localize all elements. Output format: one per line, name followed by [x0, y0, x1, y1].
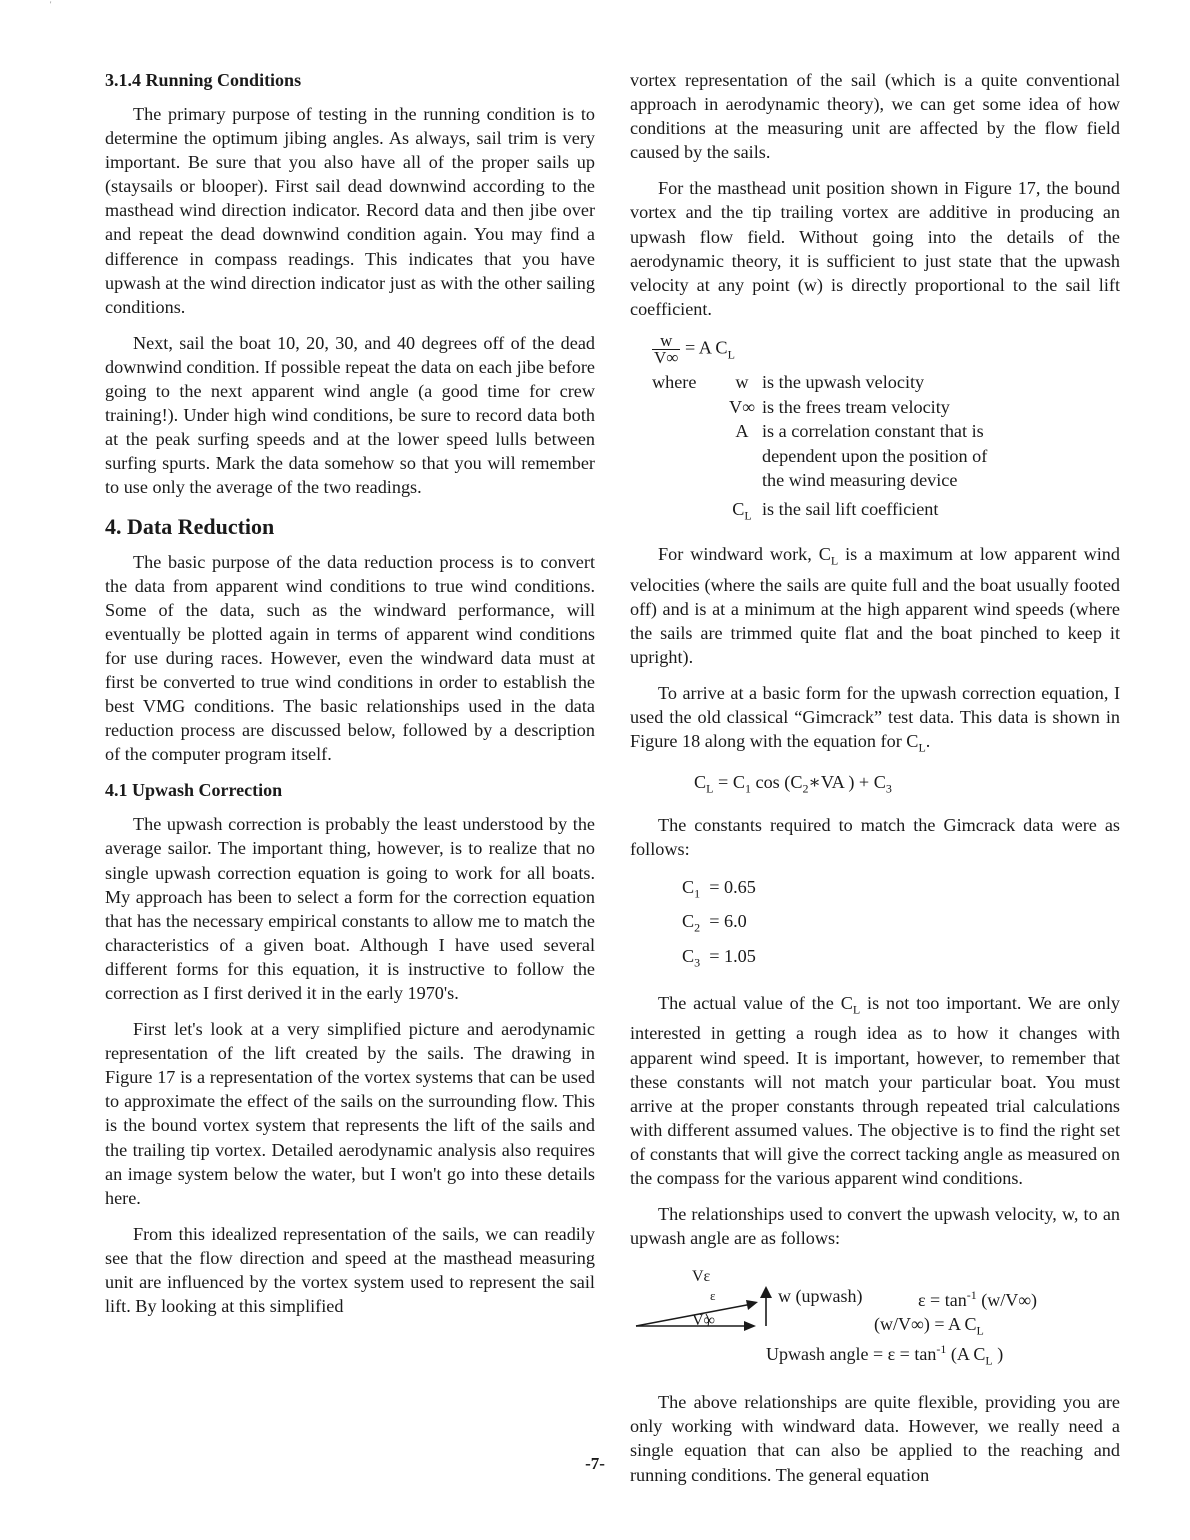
symbol: A: [735, 421, 749, 442]
section-heading-4: 4. Data Reduction: [105, 513, 275, 539]
fraction-numerator: w: [652, 333, 680, 350]
section-heading-4-1: 4.1 Upwash Correction: [105, 780, 283, 801]
page-number: -7-: [585, 1454, 605, 1473]
left-column: [105, 68, 595, 1330]
label-epsilon: ε: [710, 1288, 716, 1304]
label-v-infinity: V∞: [692, 1312, 715, 1330]
symbol: V∞: [728, 396, 756, 417]
paragraph: The relationships used to convert the upwash velocity, w, to an upwash angle are as follows:: [630, 1204, 1120, 1249]
constant-c2: $C_2 = 6.0$: [682, 911, 747, 936]
fraction-denominator: V∞: [654, 347, 679, 367]
paragraph: The primary purpose of testing in the running condition is to determine the optimum jibing angles. As always, sail trim is very important. Be sure that you also have all of the proper sails up (staysails or blooper). First sail dead downwind according to the masthead wind direction indicator. Record data and then jibe over and repeat the dead downwind condition again. You may find a difference in compass readings. This indicates that you have upwash at the wind direction indicator just as with the other sailing conditions.: [105, 104, 595, 317]
definition: is the frees tream velocity: [762, 396, 950, 417]
paragraph: The upwash correction is probably the least understood by the average sailor. The important thing, however, is to realize that no single upwash correction equation is going to work for all boats. My approach has been to select a form for the correction equation that has the necessary empirical constants to allow me to match the characteristics of a given boat. Although I have used several different forms for this equation, it is instructive to follow the correction as I first derived it in the early 1970's.: [105, 814, 595, 1003]
definition: is the upwash velocity: [762, 372, 925, 393]
equation-upwash-angle: Upwash angle = $\varepsilon = \tan^{-1} (A$ $C_L$ ): [766, 1342, 1004, 1368]
constants-list: [682, 873, 1120, 977]
equation-lift-coefficient: $C_L = C_1$ $\cos (C_2∗VA$ ) + $C_3$: [694, 771, 892, 796]
paragraph: The above relationships are quite flexible, providing you are only working with windward data. However, we really need a single equation that can also be applied to the reaching and running conditions. The general equation: [630, 1392, 1120, 1485]
definition: dependent upon the position of: [762, 445, 988, 466]
fraction: [652, 330, 680, 367]
paragraph: The actual value of the $C_L$ is not too important. We are only interested in getting a rough idea as to how it changes with apparent wind speed. It is important, however, to remember that these constants will not match your particular boat. You must arrive at the proper constants through repeated trial calculations with different assumed values. The objective is to find the right set of constants that will give the correct tacking angle as measured on the compass for the various apparent wind conditions.: [630, 992, 1120, 1188]
corner-mark: ': [50, 0, 52, 9]
paragraph: From this idealized representation of the sails, we can readily see that the flow direction and speed at the masthead measuring unit are influenced by the vortex system used to represent the sail lift. By looking at this simplified: [105, 1223, 595, 1317]
paragraph: To arrive at a basic form for the upwash correction equation, I used the old classical “Gimcrack” test data. This data is shown in Figure 18 along with the equation for $C_L$.: [630, 683, 1120, 755]
label-v-epsilon: Vε: [692, 1268, 711, 1286]
definitions-list: [652, 370, 1120, 528]
symbol: $C_L$: [732, 498, 752, 523]
subscript: L: [727, 347, 735, 362]
equation-rhs: = A C: [684, 337, 728, 358]
equation-epsilon: $\varepsilon = \tan^{-1} (w/V\infty)$: [918, 1288, 1038, 1311]
paragraph: vortex representation of the sail (which is a quite conventional approach in aerodynamic theory), we can get some idea of how conditions at the measuring unit are affected by the flow field caused by the sails.: [630, 70, 1120, 163]
right-column: [630, 68, 1120, 1499]
definition: is a correlation constant that is: [762, 421, 984, 442]
paragraph: For windward work, $C_L$ is a maximum at low apparent wind velocities (where the sails are quite full and the boat usually footed off) and is at a minimum at the high apparent wind speeds (where the sails are trimmed quite flat and the boat pinched to keep it upright).: [630, 543, 1120, 667]
paragraph: For the masthead unit position shown in Figure 17, the bound vortex and the tip trailing vortex are additive in producing an upwash flow field. Without going into the details of the aerodynamic theory, it is sufficient to just state that the upwash velocity at any point (w) is directly proportional to the sail lift coefficient.: [630, 178, 1120, 319]
definition: the wind measuring device: [762, 470, 958, 491]
paragraph: The basic purpose of the data reduction process is to convert the data from apparent wind conditions to true wind conditions. Some of the data, such as the windward performance, will eventually be plotted again in terms of apparent wind conditions for use during races. However, even the windward data must at first be converted to true wind conditions in order to establish the best VMG conditions. The basic relationships used in the data reduction process are discussed below, followed by a description of the computer program itself.: [105, 551, 595, 765]
arrowhead-up-icon: [760, 1286, 772, 1298]
equation-w-over-v: (w/V∞) = A $C_L$: [874, 1314, 984, 1338]
arrowhead-icon: [744, 1321, 756, 1331]
constant-c3: $C_3 = 1.05$: [682, 946, 756, 970]
arrowhead-icon: [746, 1300, 758, 1310]
paragraph: First let's look at a very simplified picture and aerodynamic representation of the lift created by the sails. The drawing in Figure 17 is a representation of the vortex systems that can be used to approximate the effect of the sails on the surrounding flow. This is the bound vortex system that represents the lift of the sails and the trailing tip vortex. Detailed aerodynamic analysis also requires an image system below the water, but I won't go into these details here.: [105, 1019, 595, 1208]
upwash-angle-diagram: [630, 1262, 1120, 1374]
paragraph: Next, sail the boat 10, 20, 30, and 40 degrees off of the dead downwind condition. If possible repeat the data on each jibe before going to the next apparent wind angle (a good time for crew training!). Under high wind conditions, be sure to record data both at the peak surfing speeds and at the lower speed lulls between surfing spurts. Mark the data somehow so that you will remember to use only the average of the two readings.: [105, 332, 595, 498]
paragraph: The constants required to match the Gimcrack data were as follows:: [630, 814, 1120, 859]
symbol: w: [735, 372, 749, 393]
definition: is the sail lift coefficient: [762, 498, 939, 519]
label-w-upwash: w (upwash): [778, 1286, 863, 1307]
constant-c1: $C_1 = 0.65$: [682, 876, 756, 901]
where-label: where: [652, 372, 697, 393]
section-heading-3-1-4: 3.1.4 Running Conditions: [105, 70, 302, 90]
equation-upwash-ratio: [652, 330, 1120, 367]
